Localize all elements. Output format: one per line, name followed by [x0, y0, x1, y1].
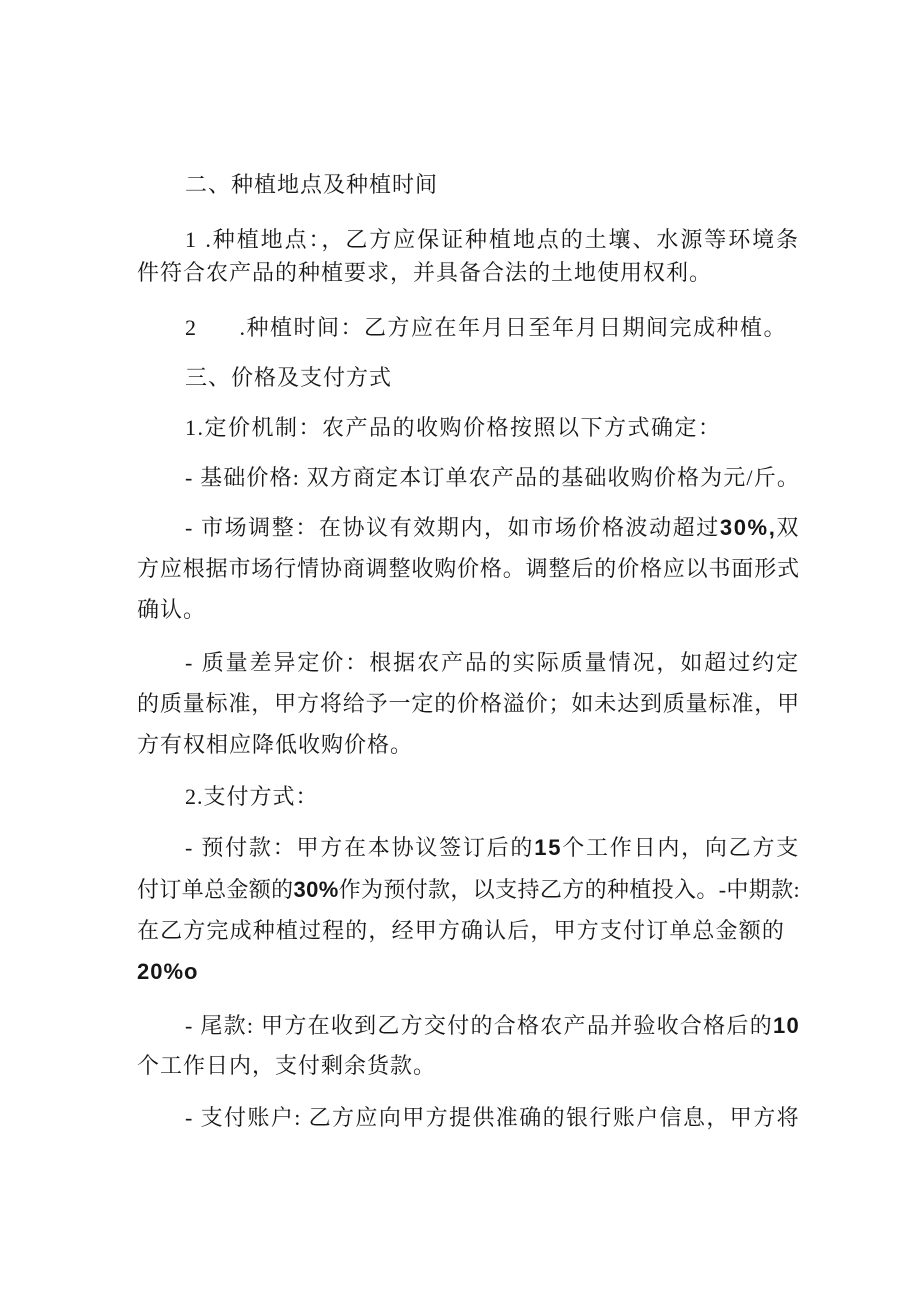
- payment-account-line: - 支付账户: 乙方应向甲方提供准确的银行账户信息，甲方将: [185, 1105, 800, 1130]
- advance-payment-line: - 预付款：甲方在本协议签订后的15个工作日内，向乙方支: [185, 835, 800, 860]
- market-adjustment-line: 方应根据市场行情协商调整收购价格。调整后的价格应以书面形式: [137, 556, 800, 581]
- payment-method-title: 2.支付方式：: [185, 784, 319, 809]
- numeral: 20%o: [137, 959, 199, 984]
- numeral: 15: [534, 835, 563, 860]
- final-payment-line: 个工作日内，支付剩余货款。: [137, 1053, 437, 1078]
- numeral: 30%: [293, 877, 339, 902]
- numeral: 10: [772, 1013, 800, 1038]
- market-adjustment-line: - 市场调整：在协议有效期内，如市场价格波动超过30%,双: [185, 515, 800, 540]
- planting-location-line: 件符合农产品的种植要求，并具备合法的土地使用权利。: [137, 260, 713, 285]
- advance-payment-line: 付订单总金额的30%作为预付款，以支持乙方的种植投入。-中期款:: [137, 877, 800, 902]
- final-payment-line: - 尾款: 甲方在收到乙方交付的合格农产品并验收合格后的10: [185, 1013, 800, 1038]
- pricing-mechanism-title: 1.定价机制：农产品的收购价格按照以下方式确定：: [185, 415, 722, 440]
- section-heading-planting: 二、种植地点及种植时间: [185, 172, 439, 197]
- quality-pricing-line: - 质量差异定价：根据农产品的实际质量情况，如超过约定: [185, 650, 800, 675]
- numeral: 30%,: [719, 515, 777, 540]
- base-price-line: - 基础价格: 双方商定本订单农产品的基础收购价格为元/斤。: [185, 465, 800, 490]
- planting-time-line: 2 .种植时间：乙方应在年月日至年月日期间完成种植。: [185, 315, 788, 340]
- market-adjustment-line: 确认。: [137, 597, 207, 622]
- section-heading-price-payment: 三、价格及支付方式: [185, 365, 393, 390]
- quality-pricing-line: 的质量标准，甲方将给予一定的价格溢价；如未达到质量标准，甲: [137, 691, 800, 716]
- interim-payment-line: [137, 957, 800, 987]
- quality-pricing-line: 方有权相应降低收购价格。: [137, 732, 414, 757]
- planting-location-line: 1 .种植地点：，乙方应保证种植地点的土壤、水源等环境条: [185, 227, 800, 252]
- interim-payment-line: 在乙方完成种植过程的，经甲方确认后，甲方支付订单总金额的: [137, 918, 785, 943]
